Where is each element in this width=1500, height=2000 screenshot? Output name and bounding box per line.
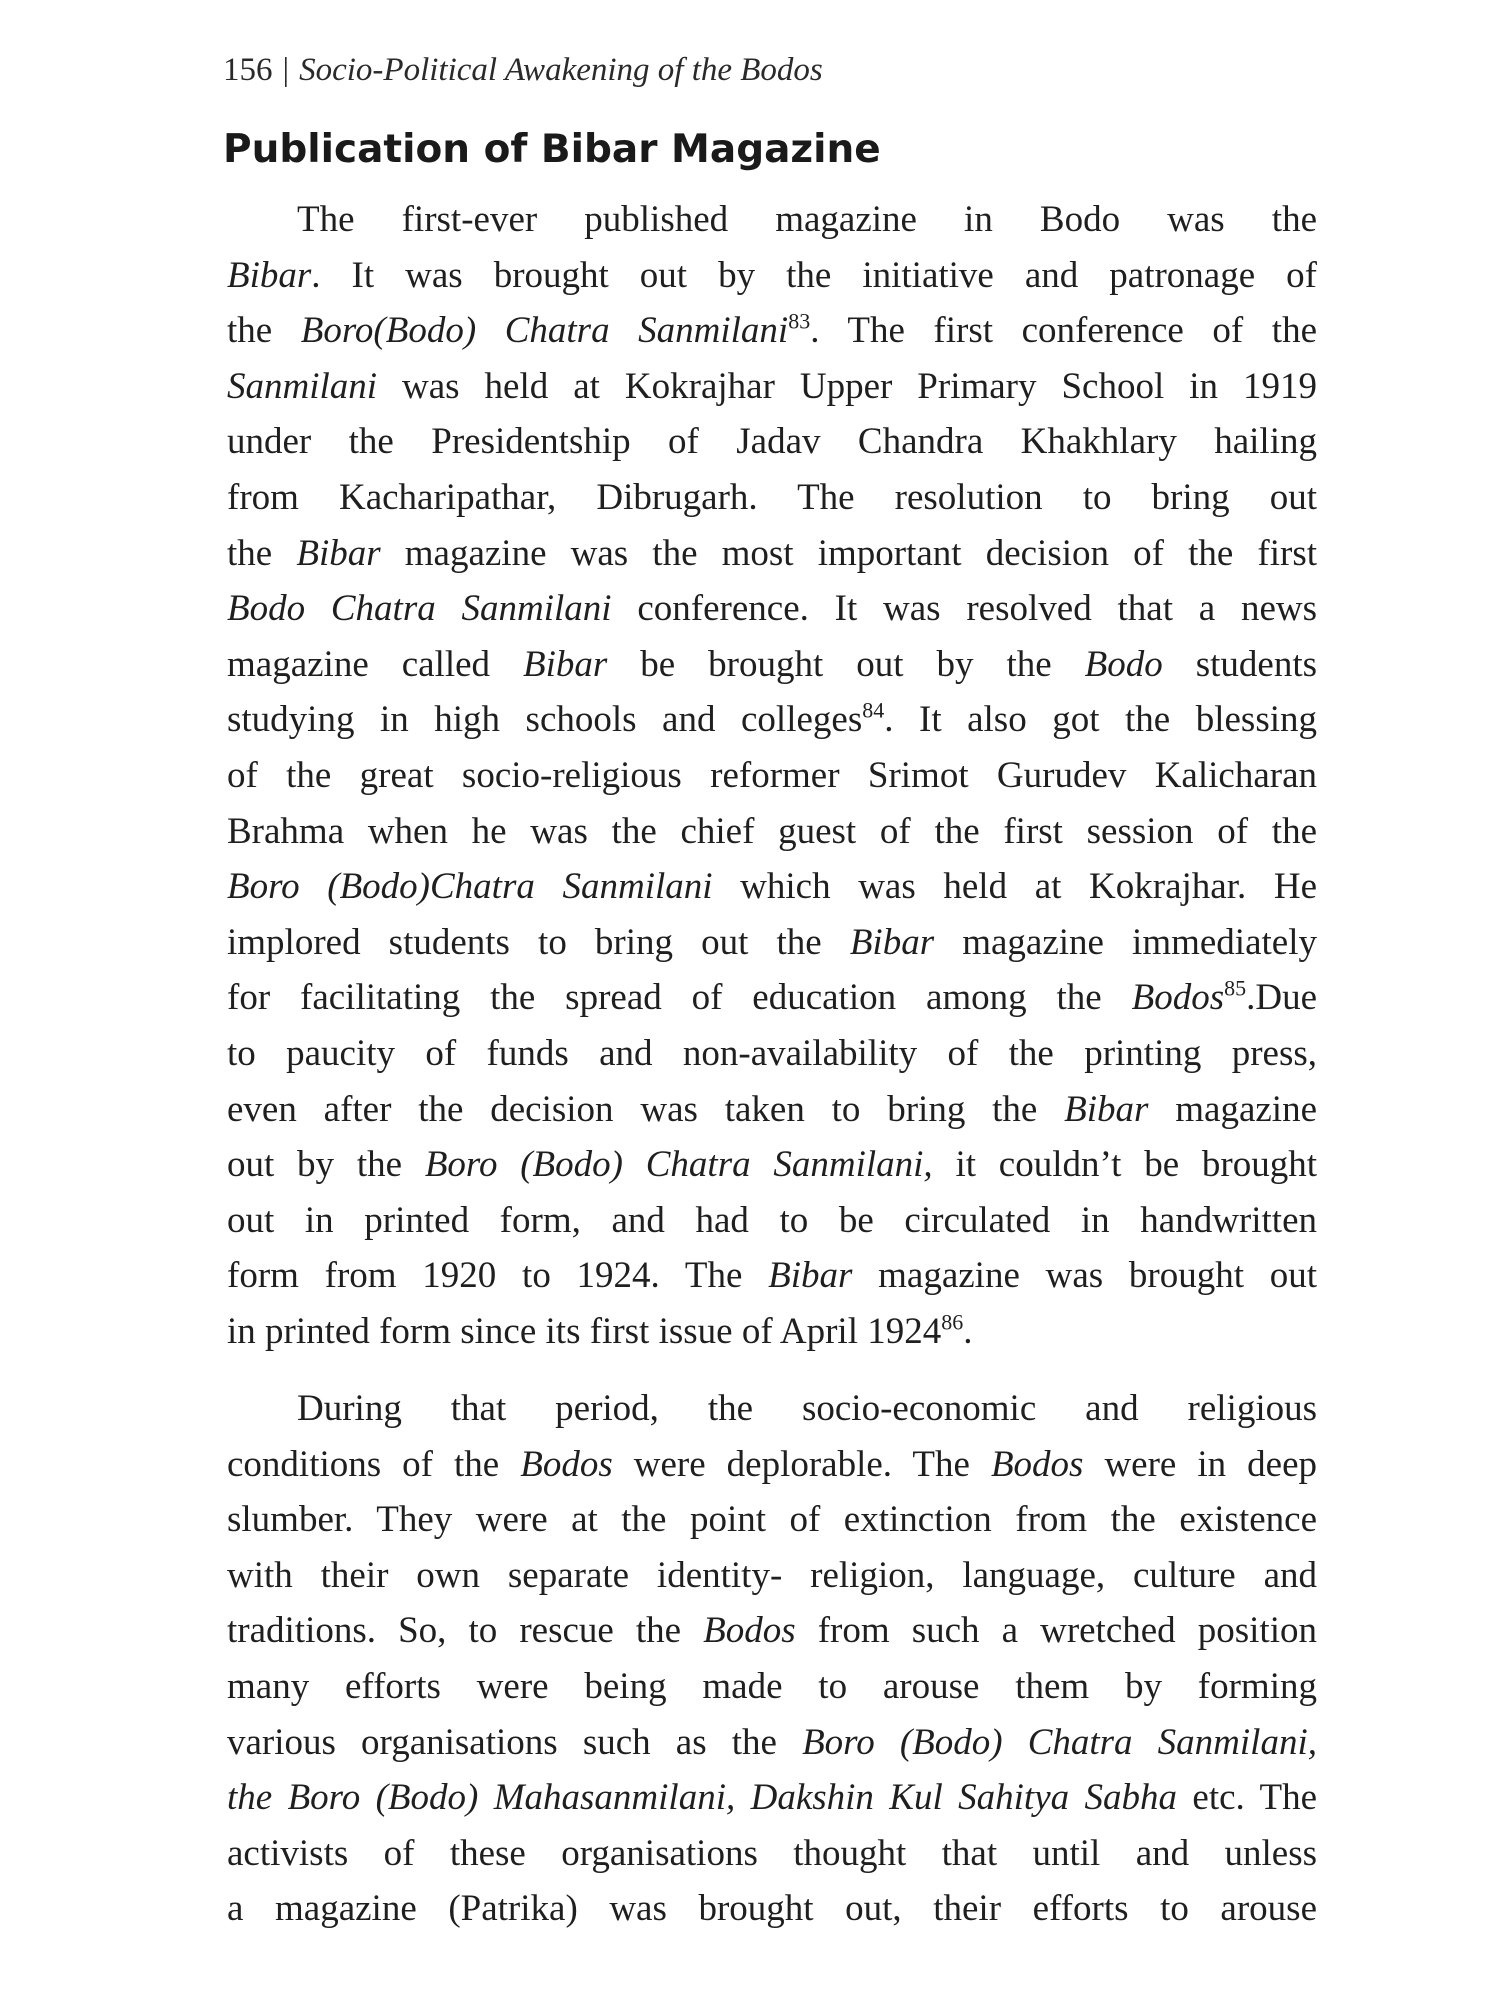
text-run: slumber. They were at the point of extinction from the existence xyxy=(227,1499,1317,1541)
italic-term: Bibar xyxy=(523,643,608,685)
text-run: were deplorable. The xyxy=(612,1443,991,1485)
text-run: During that period, the socio-economic and religious xyxy=(297,1388,1317,1429)
italic-term: Bibar xyxy=(296,532,381,574)
text-run: magazine xyxy=(1148,1088,1317,1130)
text-run: out by the xyxy=(227,1144,425,1186)
text-run: Brahma when he was the chief guest of the first session of the xyxy=(227,810,1317,852)
italic-term: Bibar xyxy=(227,254,312,296)
text-line xyxy=(227,1492,1317,1548)
text-run: .Due xyxy=(1246,977,1317,1019)
italic-term: Boro (Bodo) Chatra Sanmilani, xyxy=(802,1721,1317,1763)
paragraph-2 xyxy=(227,1381,1317,1937)
text-line xyxy=(227,1193,1317,1249)
text-line xyxy=(227,1026,1317,1082)
text-line xyxy=(227,1437,1317,1493)
text-run: . xyxy=(963,1310,973,1352)
text-run: it couldn’t be brought xyxy=(932,1144,1318,1186)
text-run: for facilitating the spread of education among the xyxy=(227,977,1132,1019)
text-line xyxy=(227,1826,1317,1882)
text-run: from such a wretched position xyxy=(795,1610,1317,1652)
text-line xyxy=(227,1137,1317,1193)
footnote-ref: 83 xyxy=(788,308,811,334)
italic-term: Boro (Bodo) Chatra Sanmilani, xyxy=(424,1144,933,1186)
italic-term: Bodos xyxy=(520,1443,613,1485)
text-run: many efforts were being made to arouse them by forming xyxy=(227,1665,1317,1707)
book-title: Socio-Political Awakening of the Bodos xyxy=(299,52,823,88)
text-line xyxy=(227,1304,1317,1360)
text-line xyxy=(227,1603,1317,1659)
text-run: in printed form since its first issue of April 1924 xyxy=(227,1310,942,1352)
text-run: magazine was the most important decision of the first xyxy=(380,532,1318,574)
text-line xyxy=(227,1770,1317,1826)
header-separator: | xyxy=(282,52,290,88)
text-run: . It also got the blessing xyxy=(884,699,1318,741)
text-line xyxy=(227,303,1317,359)
text-run: the xyxy=(227,310,301,352)
text-line xyxy=(227,692,1317,748)
text-run: traditions. So, to rescue the xyxy=(227,1610,704,1652)
italic-term: Bodos xyxy=(990,1443,1084,1485)
italic-term: Bodo xyxy=(1084,643,1163,685)
section-heading: Publication of Bibar Magazine xyxy=(223,127,881,172)
text-run: implored students to bring out the xyxy=(227,921,850,963)
text-run: The first-ever published magazine in Bodo was the xyxy=(297,199,1317,240)
text-run: to paucity of funds and non-availability of the printing press, xyxy=(227,1032,1317,1074)
italic-term: Boro (Bodo)Chatra Sanmilani xyxy=(227,866,713,908)
text-run: be brought out by the xyxy=(607,643,1085,685)
text-run: etc. The xyxy=(1177,1777,1317,1819)
text-line xyxy=(227,192,1317,248)
text-run: were in deep xyxy=(1083,1443,1317,1485)
text-line xyxy=(227,248,1317,304)
text-run: magazine called xyxy=(227,643,524,685)
text-run: students xyxy=(1162,643,1318,685)
text-line xyxy=(227,581,1317,637)
text-run: magazine was brought out xyxy=(852,1255,1318,1297)
italic-term: Bibar xyxy=(1064,1088,1149,1130)
text-line xyxy=(227,1082,1317,1138)
text-run: under the Presidentship of Jadav Chandra Khakhlary hailing xyxy=(227,421,1317,463)
text-run: even after the decision was taken to bring the xyxy=(227,1088,1065,1130)
text-run: from Kacharipathar, Dibrugarh. The resolution to bring out xyxy=(227,476,1317,518)
text-run: was held at Kokrajhar Upper Primary School in 1919 xyxy=(377,365,1317,407)
text-line xyxy=(227,915,1317,971)
text-run: the xyxy=(227,532,297,574)
text-line xyxy=(227,359,1317,415)
text-run: of the great socio-religious reformer Srimot Gurudev Kalicharan xyxy=(227,754,1317,796)
footnote-ref: 84 xyxy=(862,698,885,724)
text-run: magazine immediately xyxy=(934,921,1317,963)
text-run: various organisations such as the xyxy=(227,1721,803,1763)
text-run: a magazine (Patrika) was brought out, their efforts to arouse xyxy=(227,1888,1317,1930)
italic-term: Boro(Bodo) Chatra Sanmilani xyxy=(300,310,789,352)
running-header xyxy=(223,48,823,92)
italic-term: Bibar xyxy=(849,921,935,963)
text-line xyxy=(227,1881,1317,1937)
text-line xyxy=(227,1548,1317,1604)
text-run: with their own separate identity- religion, language, culture and xyxy=(227,1554,1317,1596)
text-run: studying in high schools and colleges xyxy=(227,699,863,741)
text-line xyxy=(227,637,1317,693)
italic-term: Bibar xyxy=(768,1255,853,1297)
text-run: which was held at Kokrajhar. He xyxy=(712,866,1317,908)
italic-term: the Boro (Bodo) Mahasanmilani, Dakshin Kul Sahitya Sabha xyxy=(227,1777,1178,1819)
text-line xyxy=(227,526,1317,582)
text-line xyxy=(227,1248,1317,1304)
page-number: 156 xyxy=(223,52,273,88)
text-run: activists of these organisations thought that until and unless xyxy=(227,1832,1317,1874)
text-run: conference. It was resolved that a news xyxy=(611,588,1317,630)
text-line xyxy=(227,1381,1317,1437)
text-line xyxy=(227,1659,1317,1715)
text-line xyxy=(227,859,1317,915)
text-line xyxy=(227,804,1317,860)
text-line xyxy=(227,414,1317,470)
text-line xyxy=(227,470,1317,526)
text-line xyxy=(227,970,1317,1026)
footnote-ref: 85 xyxy=(1224,975,1247,1001)
italic-term: Bodos xyxy=(1131,977,1225,1019)
text-run: . It was brought out by the initiative and patronage of xyxy=(311,254,1317,296)
italic-term: Bodo Chatra Sanmilani xyxy=(227,588,612,630)
footnote-ref: 86 xyxy=(941,1309,964,1335)
italic-term: Sanmilani xyxy=(227,365,378,407)
italic-term: Bodos xyxy=(703,1610,796,1652)
paragraph-1 xyxy=(227,192,1317,1359)
text-run: . The first conference of the xyxy=(810,310,1318,352)
text-line xyxy=(227,1715,1317,1771)
text-run: conditions of the xyxy=(227,1443,521,1485)
text-line xyxy=(227,748,1317,804)
text-run: form from 1920 to 1924. The xyxy=(227,1255,769,1297)
text-run: out in printed form, and had to be circulated in handwritten xyxy=(227,1199,1317,1241)
